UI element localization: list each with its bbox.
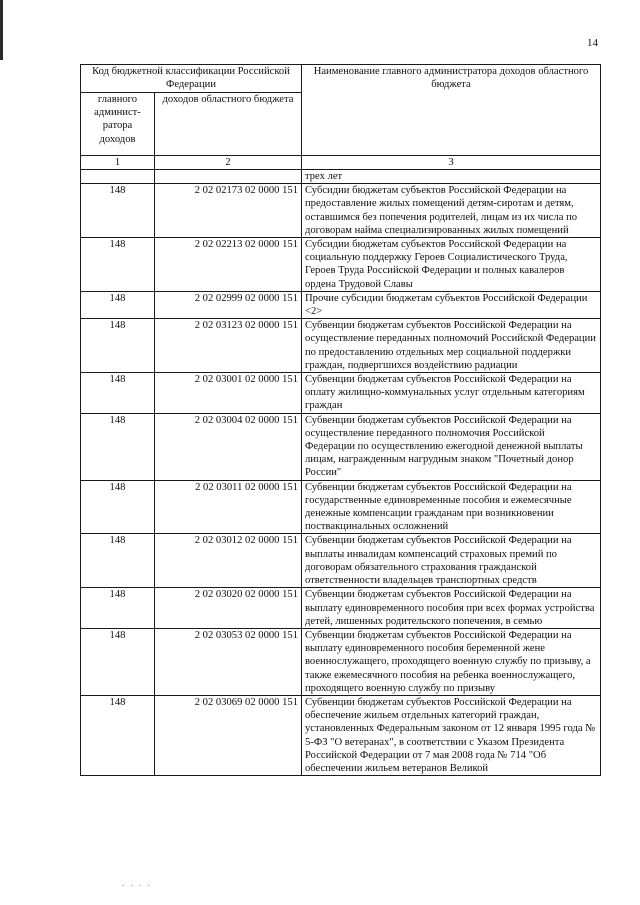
revenue-name-cell: Субвенции бюджетам субъектов Российской Федерации на оплату жилищно-коммунальных услуг отдельным категориям граждан [302,373,601,414]
table-row [81,319,601,373]
column-number-3: 3 [302,156,601,170]
header-name-column: Наименование главного администратора доходов областного бюджета [302,65,601,156]
revenue-code-cell: 2 02 03011 02 0000 151 [155,480,302,534]
table-row [81,628,601,695]
revenue-code-cell: 2 02 02173 02 0000 151 [155,184,302,238]
table-row [81,413,601,480]
column-number-1: 1 [81,156,155,170]
table-row [81,588,601,629]
table-row [81,534,601,588]
header-row-group [81,65,601,93]
page-number: 14 [587,37,598,49]
revenue-name-cell: трех лет [302,170,601,184]
revenue-code-cell: 2 02 03012 02 0000 151 [155,534,302,588]
header-main-admin-column: главного админист-ратора доходов [81,93,155,156]
admin-code-cell: 148 [81,480,155,534]
revenue-code-cell: 2 02 03001 02 0000 151 [155,373,302,414]
table-row [81,184,601,238]
revenue-name-cell: Субвенции бюджетам субъектов Российской Федерации на осуществление переданных полномочий Российской Федерации по предоставлению отдельных мер социальной поддержки граждан, подвергшихся воздействию радиации [302,319,601,373]
revenue-code-cell: 2 02 03053 02 0000 151 [155,628,302,695]
revenue-code-cell: 2 02 02213 02 0000 151 [155,238,302,292]
admin-code-cell: 148 [81,588,155,629]
revenue-code-cell: 2 02 03123 02 0000 151 [155,319,302,373]
revenue-name-cell: Субвенции бюджетам субъектов Российской Федерации на осуществление переданного полномочия Российской Федерации по осуществлению ежегодной денежной выплаты лицам, награжденным нагрудным знаком "Почетный донор России" [302,413,601,480]
budget-classification-table [80,64,601,776]
admin-code-cell: 148 [81,291,155,318]
table-header [81,65,601,170]
admin-code-cell: 148 [81,628,155,695]
admin-code-cell: 148 [81,238,155,292]
table-row [81,238,601,292]
table-row [81,695,601,775]
header-revenue-code-column: доходов областного бюджета [155,93,302,156]
admin-code-cell [81,170,155,184]
revenue-name-cell: Прочие субсидии бюджетам субъектов Российской Федерации <2> [302,291,601,318]
revenue-name-cell: Субвенции бюджетам субъектов Российской Федерации на выплату единовременного пособия беременной жене военнослужащего, проходящего военную службу по призыву, а также ежемесячного пособия на ребенка военнослужащего, проходящего военную службу по призыву [302,628,601,695]
revenue-name-cell: Субвенции бюджетам субъектов Российской Федерации на выплату единовременного пособия при всех формах устройства детей, лишенных родительского попечения, в семью [302,588,601,629]
table-row [81,291,601,318]
revenue-name-cell: Субсидии бюджетам субъектов Российской Федерации на социальную поддержку Героев Социалистического Труда, Героев Труда Российской Федерации и полных кавалеров ордена Трудовой Славы [302,238,601,292]
table-body [81,170,601,776]
admin-code-cell: 148 [81,534,155,588]
scan-edge-shadow [0,0,3,60]
revenue-code-cell: 2 02 03069 02 0000 151 [155,695,302,775]
admin-code-cell: 148 [81,184,155,238]
table-row [81,170,601,184]
revenue-code-cell: 2 02 03004 02 0000 151 [155,413,302,480]
table-row [81,373,601,414]
revenue-name-cell: Субвенции бюджетам субъектов Российской Федерации на обеспечение жильем отдельных категорий граждан, установленных Федеральным законом от 12 января 1995 года № 5-ФЗ "О ветеранах", в соответствии с Указом Президента Российской Федерации от 7 мая 2008 года № 714 "Об обеспечении жильем ветеранов Великой [302,695,601,775]
table-row [81,480,601,534]
footer-scan-marks: . . . . [122,878,152,888]
column-numbering-row [81,156,601,170]
header-budget-code-group: Код бюджетной классификации Российской Федерации [81,65,302,93]
revenue-name-cell: Субсидии бюджетам субъектов Российской Федерации на предоставление жилых помещений детям-сиротам и детям, оставшимся без попечения родителей, лицам из их числа по договорам найма специализированных жилых помещений [302,184,601,238]
admin-code-cell: 148 [81,413,155,480]
revenue-code-cell: 2 02 03020 02 0000 151 [155,588,302,629]
revenue-code-cell: 2 02 02999 02 0000 151 [155,291,302,318]
admin-code-cell: 148 [81,695,155,775]
revenue-name-cell: Субвенции бюджетам субъектов Российской Федерации на выплаты инвалидам компенсаций страховых премий по договорам обязательного страхования гражданской ответственности владельцев транспортных средств [302,534,601,588]
admin-code-cell: 148 [81,373,155,414]
revenue-code-cell [155,170,302,184]
admin-code-cell: 148 [81,319,155,373]
revenue-name-cell: Субвенции бюджетам субъектов Российской Федерации на государственные единовременные пособия и ежемесячные денежные компенсации гражданам при возникновении поствакцинальных осложнений [302,480,601,534]
column-number-2: 2 [155,156,302,170]
